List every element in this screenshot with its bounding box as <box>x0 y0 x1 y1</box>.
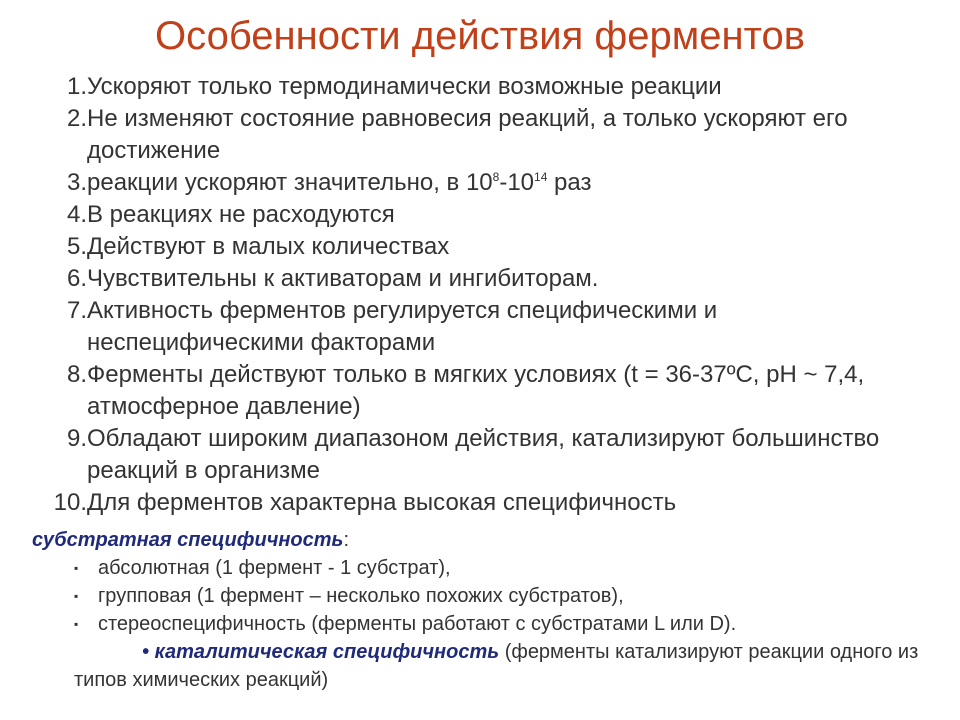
item-number: 6. <box>66 265 87 292</box>
item-text: Ферменты действуют только в мягких условиях (t = 36-37ºC, pH ~ 7,4, атмосферное давление) <box>87 361 865 420</box>
item-text: В реакциях не расходуются <box>87 201 395 228</box>
subitem-text: стереоспецифичность (ферменты работают с субстратами L или D). <box>98 613 737 635</box>
subitem-text: групповая (1 фермент – несколько похожих субстратов), <box>98 585 624 607</box>
square-bullet-icon: ▪ <box>74 561 79 575</box>
item-number: 9. <box>66 425 87 452</box>
item-number: 2. <box>66 105 87 132</box>
list-item-7 <box>40 295 940 359</box>
subitem-stereo <box>32 610 942 638</box>
square-bullet-icon: ▪ <box>74 589 79 603</box>
item-text-part: -10 <box>499 169 535 196</box>
catalytic-specificity <box>32 638 942 694</box>
item-text <box>87 167 940 199</box>
item-number: 4. <box>66 201 87 228</box>
square-bullet-icon: ▪ <box>74 617 79 631</box>
slide-title: Особенности действия ферментов <box>155 14 805 58</box>
list-item-8 <box>40 359 940 423</box>
features-list <box>40 71 940 519</box>
catalytic-specificity-label: каталитическая специфичность <box>154 641 500 663</box>
catalytic-bullet-icon: • <box>142 641 150 663</box>
heading-colon: : <box>343 529 349 551</box>
list-item-6 <box>40 263 940 295</box>
item-text: Не изменяют состояние равновесия реакций, а только ускоряют его достижение <box>87 105 848 164</box>
list-item-1 <box>40 71 940 103</box>
catalytic-specificity-text: (ферменты катализируют реакции одного из типов химических реакций) <box>74 641 919 691</box>
list-item-4 <box>40 199 940 231</box>
item-text: Обладают широким диапазоном действия, катализируют большинство реакций в организме <box>87 425 880 484</box>
item-text: Ускоряют только термодинамически возможные реакции <box>87 73 722 100</box>
item-text: Чувствительны к активаторам и ингибиторам. <box>87 265 599 292</box>
exponent-8: 8 <box>492 170 500 184</box>
list-item-2 <box>40 103 940 167</box>
exponent-14: 14 <box>534 170 548 184</box>
item-number: 1. <box>66 73 87 100</box>
item-number: 3. <box>66 169 87 196</box>
item-number: 5. <box>66 233 87 260</box>
item-number: 10. <box>53 489 87 516</box>
specificity-block <box>32 526 942 694</box>
list-item-10 <box>40 487 940 519</box>
substrate-specificity-label: субстратная специфичность <box>32 529 344 551</box>
item-text: Для ферментов характерна высокая специфичность <box>87 489 677 516</box>
item-text: Активность ферментов регулируется специфическими и неспецифическими факторами <box>87 297 718 356</box>
list-item-9 <box>40 423 940 487</box>
item-number: 8. <box>66 361 87 388</box>
list-item-3 <box>40 167 940 199</box>
item-text-part: реакции ускоряют значительно, в 10 <box>87 169 493 196</box>
item-number: 7. <box>66 297 87 324</box>
item-text-part: раз <box>547 169 592 196</box>
item-text: Действуют в малых количествах <box>87 233 450 260</box>
subitem-text: абсолютная (1 фермент - 1 субстрат), <box>98 557 451 579</box>
subitem-group <box>32 582 942 610</box>
substrate-specificity-heading <box>32 526 942 554</box>
list-item-5 <box>40 231 940 263</box>
subitem-absolute <box>32 554 942 582</box>
